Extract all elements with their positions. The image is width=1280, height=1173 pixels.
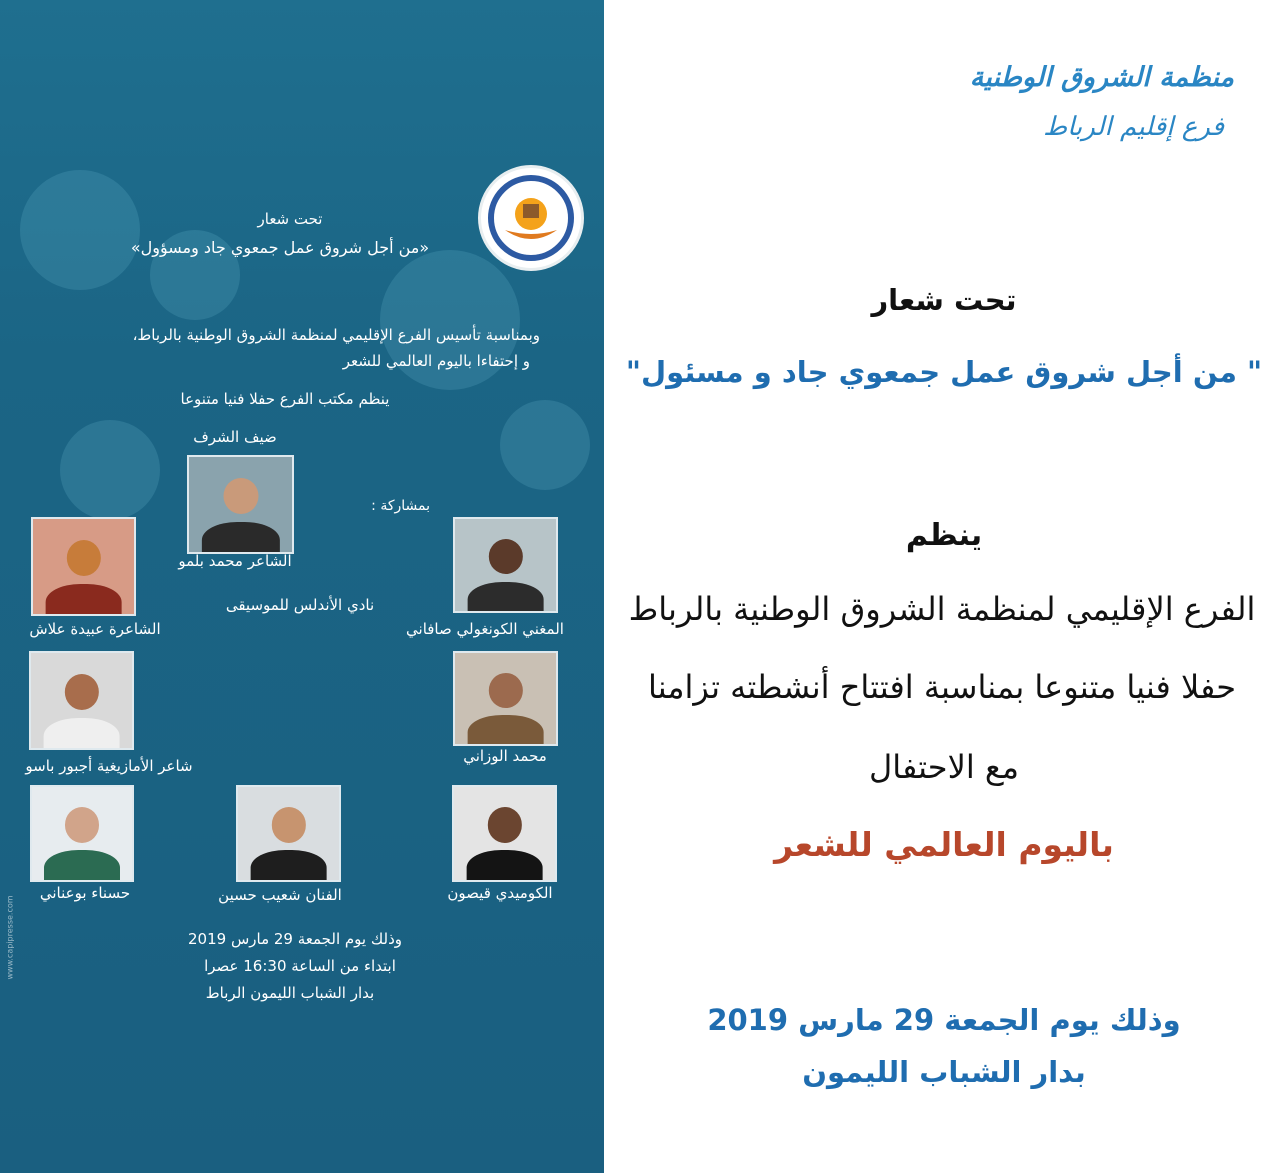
organizes-heading: ينظم: [905, 518, 983, 553]
guest-name: الشاعر محمد بلمو: [178, 552, 292, 570]
person-photo: [31, 517, 136, 616]
slogan: «من أجل شروق عمل جمعوي جاد ومسؤول»: [130, 238, 430, 257]
occasion-line: و إحتفاءا باليوم العالمي للشعر: [342, 352, 530, 370]
person-name: الكوميدي قيصون: [447, 884, 553, 902]
branch-name: فرع إقليم الرباط: [1043, 112, 1224, 142]
announcement-panel: [604, 0, 1280, 1173]
person-name: الفنان شعيب حسين: [218, 886, 342, 904]
bokeh-decoration: [60, 420, 160, 520]
guest-photo: [187, 455, 294, 554]
person-name: حسناء بوعناني: [39, 884, 131, 902]
occasion-line: وبمناسبة تأسيس الفرع الإقليمي لمنظمة الشروق الوطنية بالرباط،: [132, 326, 540, 344]
person-photo: [236, 785, 341, 882]
poetry-day-highlight: باليوم العالمي للشعر: [774, 825, 1114, 864]
person-name: محمد الوزاني: [463, 747, 547, 765]
slogan: " من أجل شروق عمل جمعوي جاد و مسئول": [625, 355, 1263, 389]
organization-emblem-icon: [478, 165, 584, 271]
announcement-line: الفرع الإقليمي لمنظمة الشروق الوطنية بالرباط: [628, 590, 1256, 628]
person-photo: [29, 651, 134, 750]
participation-label: بمشاركة :: [371, 498, 430, 514]
bokeh-decoration: [500, 400, 590, 490]
announcement-line: حفلا فنيا متنوعا بمناسبة افتتاح أنشطته تزامنا: [647, 668, 1237, 706]
bokeh-decoration: [20, 170, 140, 290]
slogan-intro: تحت شعار: [257, 210, 323, 228]
announcement-line: مع الاحتفال: [868, 748, 1020, 786]
person-name: الشاعرة عبيدة علاش: [29, 620, 161, 638]
event-poster: [0, 0, 604, 1173]
person-photo: [453, 651, 558, 746]
poster-venue: بدار الشباب الليمون الرباط: [205, 984, 375, 1002]
person-name: شاعر الأمازيغية أجبور باسو: [25, 757, 193, 775]
event-venue: بدار الشباب الليمون: [802, 1055, 1086, 1089]
guest-of-honor-title: ضيف الشرف: [193, 428, 277, 446]
organizes-text: ينظم مكتب الفرع حفلا فنيا متنوعا: [180, 390, 390, 408]
poster-time: ابتداء من الساعة 16:30 عصرا: [204, 957, 396, 975]
event-date: وذلك يوم الجمعة 29 مارس 2019: [707, 1003, 1181, 1037]
slogan-intro: تحت شعار: [871, 283, 1017, 317]
organization-name: منظمة الشروق الوطنية: [969, 62, 1234, 93]
person-photo: [453, 517, 558, 613]
music-club: نادي الأندلس للموسيقى: [225, 596, 375, 614]
person-name: المغني الكونغولي صافاني: [406, 620, 564, 638]
person-photo: [452, 785, 557, 882]
watermark: www.capipresse.com: [5, 895, 15, 980]
person-photo: [30, 785, 134, 882]
poster-date: وذلك يوم الجمعة 29 مارس 2019: [187, 930, 402, 948]
